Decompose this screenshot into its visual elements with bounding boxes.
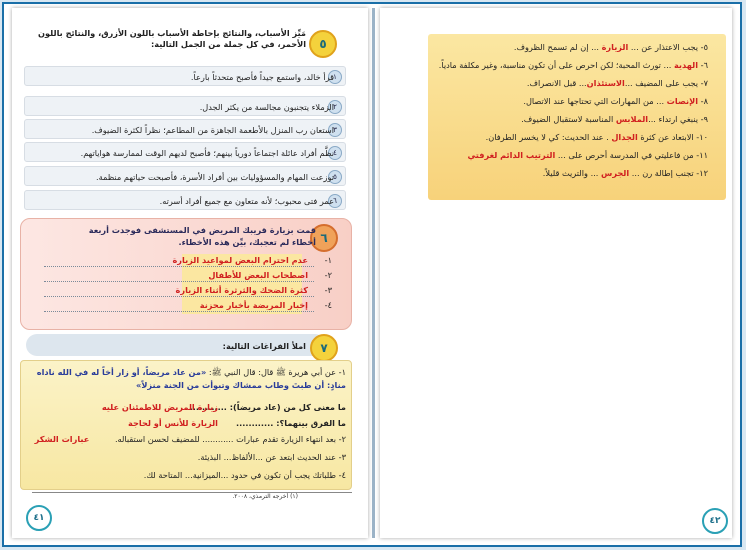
exercise-badge-6: ٦: [310, 224, 338, 252]
list-item-text: قرأ خالد، واستمع جيداً فأصبح متحدثاً بارعاً.: [190, 72, 334, 82]
item-number: ٢: [328, 100, 342, 114]
page-number-42: ٤٢: [702, 508, 728, 534]
blank-number: ١-: [324, 255, 332, 265]
list-item-text: الزملاء يتجنبون مجالسة من يكثر الجدل.: [199, 102, 334, 112]
line-12: ١٢- تجنب إطالة رن ... الجرس ... والتريث قليلاً.: [542, 168, 708, 178]
dotted-line: [44, 265, 314, 267]
hadith-text: ١- عن أبي هريرة ﷺ قال: قال النبي ﷺ: «من عاد مريضاً، أو زار أخاً له في الله ناداه منادٍ: أن طبتَ وطاب ممشاك وتبوأت من الجنة منزلاً»: [36, 367, 346, 390]
dotted-line: [44, 295, 314, 297]
line-6: ٦- الهدية ... تورث المحبة؛ لكن احرص على أن تكون مناسبة، وغير مكلفة مادياً.: [438, 60, 708, 70]
footnote: (١) أخرجه الترمذي، ٢٠٠٨.: [232, 493, 298, 500]
answer-1b: الزيارة للأنس أو لحاجة: [128, 418, 218, 428]
exercise-badge-5: ٥: [309, 30, 337, 58]
question-3: ٣- عند الحديث ابتعد عن ...الألفاظ... البذيئة.: [197, 452, 346, 462]
list-item-text: نظَّم أفراد عائلة اجتماعاً دورياً بينهم؛ فأصبح لديهم الوقت لممارسة هواياتهم.: [80, 148, 334, 158]
blank-number: ٣-: [324, 285, 332, 295]
question-2: ٢- بعد انتهاء الزيارة تقدم عبارات ............ للمضيف لحسن استقباله.: [114, 434, 346, 444]
answer-text: إخبار المريضة بأخبار محزنة: [199, 300, 308, 310]
page-41: [12, 8, 368, 538]
line-10: ١٠- الابتعاد عن كثرة الجدال . عند الحديث: كي لا يخسر الطرفان.: [485, 132, 708, 142]
answer-2: عبارات الشكر: [34, 434, 90, 444]
item-number: ٤: [328, 146, 342, 160]
line-9: ٩- ينبغي ارتداء ...الملابس المناسبة لاستقبال الضيوف.: [521, 114, 708, 124]
dotted-line: [44, 280, 314, 282]
question-1b: ما الفرق بينهما؟: ............: [236, 418, 346, 428]
footnote-rule: [32, 492, 352, 493]
dotted-line: [44, 310, 314, 312]
item-number: ١: [328, 70, 342, 84]
line-7: ٧- يجب على المضيف ...الاستئذان... قبل الانصراف.: [526, 78, 708, 88]
answer-text: كثرة الضحك والثرثرة أثناء الزيارة: [175, 285, 308, 295]
exercise-7-instruction: املأ الفراغات التالية:: [222, 341, 306, 351]
item-number: ٣: [328, 123, 342, 137]
line-8: ٨- الإنصات ... من المهارات التي تحتاجها عند الاتصال.: [523, 96, 708, 106]
answer-1a: زيارة المريض للاطمئنان عليه: [101, 402, 218, 412]
list-item-text: توزعت المهام والمسؤوليات بين أفراد الأسرة، فأصبحت حياتهم منظمة.: [95, 172, 334, 182]
blank-number: ٤-: [324, 300, 332, 310]
item-number: ٥: [328, 170, 342, 184]
page-42: [380, 8, 732, 538]
list-item-text: عمر فتى محبوب؛ لأنه متعاون مع جميع أفراد أسرته.: [159, 196, 334, 206]
gutter: [372, 8, 375, 538]
list-item-text: استعان رب المنزل بالأطعمة الجاهزة من المطاعم؛ نظراً لكثرة الضيوف.: [91, 125, 334, 135]
line-11: ١١- من فاعليتي في المدرسة أحرص على ... الترتيب الدائم لغرفتي: [467, 150, 708, 160]
blank-number: ٢-: [324, 270, 332, 280]
exercise-6-instruction: قمت بزيارة قريبك المريض في المستشفى فوجدت أربعة أخطاء لم تعجبك، بيِّن هذه الأخطاء.: [88, 225, 316, 247]
page-number-41: ٤١: [26, 505, 52, 531]
exercise-badge-7: ٧: [310, 334, 338, 362]
line-5: ٥- يجب الاعتذار عن ... الزيارة ... إن لم تسمح الظروف.: [513, 42, 708, 52]
exercise-5-instruction: مَيِّز الأسباب، والنتائج بإحاطة الأسباب باللون الأزرق، والنتائج باللون الأحمر، في كل جملة من الجمل التالية:: [38, 28, 306, 49]
answer-text: عدم احترام البعض لمواعيد الزيارة: [172, 255, 308, 265]
question-1a: ما معنى كل من (عاد مريضاً): ............: [189, 402, 346, 412]
question-4: ٤- طلباتك يجب أن تكون في حدود ...الميزانية... المتاحة لك.: [143, 470, 346, 480]
item-number: ٦: [328, 194, 342, 208]
answer-text: اصطحاب البعض للأطفال: [208, 270, 308, 280]
